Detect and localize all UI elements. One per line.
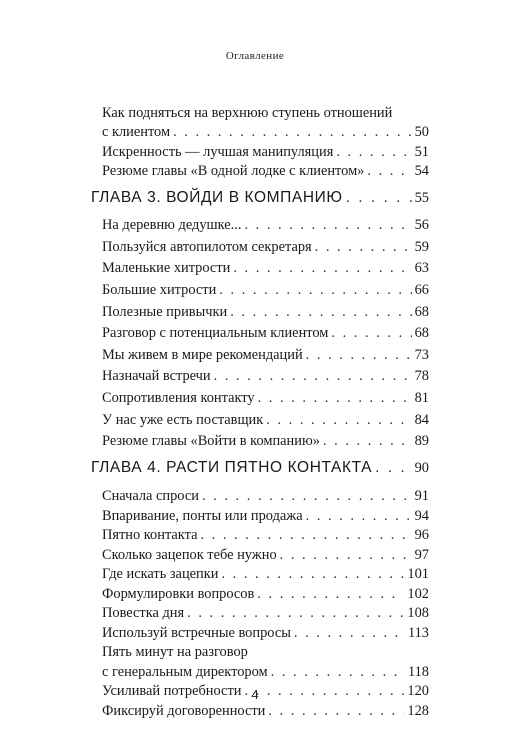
toc-entry[interactable] (102, 389, 429, 407)
toc-entry[interactable] (102, 324, 429, 342)
toc-entry[interactable] (102, 346, 429, 364)
dot-leader (266, 411, 411, 429)
dot-leader (306, 507, 412, 525)
toc-entry-page: 63 (414, 260, 429, 276)
toc-entry-page: 108 (407, 605, 429, 621)
toc-entry-title: с генеральным директором (102, 663, 268, 680)
toc-entry[interactable] (102, 238, 429, 256)
toc-entry[interactable] (102, 702, 429, 720)
toc-entry-title: Усиливай потребности (102, 683, 242, 699)
running-head: Оглавление (225, 50, 285, 62)
dot-leader (280, 546, 412, 564)
toc-entry-title: Фиксируй договоренности (102, 702, 266, 719)
toc-entry-page: 66 (414, 282, 429, 298)
toc-entry-page: 101 (407, 566, 429, 582)
toc-entry-title: Резюме главы «Войти в компанию» (102, 433, 320, 449)
dot-leader (323, 432, 412, 450)
toc-entry-title: с клиентом (102, 124, 171, 140)
toc-entry[interactable] (102, 143, 429, 161)
dot-leader (375, 459, 412, 477)
dot-leader (173, 123, 412, 141)
toc-entry-page: 120 (407, 683, 429, 699)
toc-entry-title: Пять минут на разговор (102, 644, 248, 660)
dot-leader (244, 682, 404, 700)
dot-leader (233, 259, 411, 277)
toc-chapter-3[interactable] (91, 189, 429, 207)
toc-entry-page: 94 (414, 507, 429, 524)
dot-leader (315, 238, 412, 256)
toc-entry-title: Повестка дня (102, 605, 185, 621)
dot-leader (331, 324, 411, 342)
dot-leader (230, 303, 411, 321)
dot-leader (336, 143, 411, 161)
toc-entry[interactable] (102, 216, 429, 234)
toc-entry-page: 78 (414, 368, 429, 384)
chapter-title: ГЛАВА 4. РАСТИ ПЯТНО КОНТАКТА (91, 459, 373, 476)
chapter-page: 90 (414, 460, 429, 476)
toc-entry-page: 54 (414, 163, 429, 179)
dot-leader (187, 604, 404, 622)
toc-entry[interactable] (102, 526, 429, 544)
toc-entry-title: У нас уже есть поставщик (102, 412, 264, 428)
dot-leader (257, 585, 404, 603)
toc-entry-title: Назначай встречи (102, 368, 211, 384)
toc-entry-page: 51 (414, 144, 429, 160)
toc-entry[interactable] (102, 259, 429, 277)
toc-entry[interactable] (102, 546, 429, 564)
toc-entry-title: Искренность — лучшая манипуляция (102, 144, 334, 160)
toc-entry-page: 102 (407, 585, 429, 602)
toc-entry-page: 96 (414, 527, 429, 543)
page-number: 4 (251, 687, 259, 702)
toc-entry[interactable] (102, 303, 429, 321)
dot-leader (258, 389, 412, 407)
toc-entry-title: Сопротивления контакту (102, 390, 255, 406)
toc-entry-title: Пятно контакта (102, 527, 198, 543)
dot-leader (306, 346, 412, 364)
toc-entry-page: 56 (414, 217, 429, 233)
toc-entry[interactable] (102, 585, 429, 603)
toc-entry[interactable] (102, 624, 429, 642)
dot-leader (219, 281, 411, 299)
dot-leader (221, 565, 404, 583)
toc-entry-title: Пользуйся автопилотом секретаря (102, 239, 312, 255)
toc-entry-title: Резюме главы «В одной лодке с клиентом» (102, 163, 365, 179)
toc-entry[interactable] (102, 411, 429, 429)
toc-entry-page: 68 (414, 325, 429, 341)
toc-entry-title: Сколько зацепок тебе нужно (102, 546, 277, 563)
toc-chapter-4[interactable] (91, 459, 429, 477)
chapter-page: 55 (414, 190, 429, 206)
dot-leader (271, 663, 405, 681)
toc-entry-page: 84 (414, 412, 429, 428)
toc-entry-title: Формулировки вопросов (102, 585, 255, 602)
toc-entry-title: Как подняться на верхнюю ступень отношений (102, 105, 393, 121)
dot-leader (268, 702, 404, 720)
toc-entry-page: 118 (407, 663, 429, 680)
toc-entry[interactable] (102, 123, 429, 141)
toc-entry-page: 59 (414, 239, 429, 255)
chapter-title: ГЛАВА 3. ВОЙДИ В КОМПАНИЮ (91, 189, 343, 206)
toc-entry-page: 73 (414, 347, 429, 363)
toc-entry-line (102, 104, 429, 122)
toc-entry-title: Используй встречные вопросы (102, 624, 291, 641)
toc-entry[interactable] (102, 281, 429, 299)
toc-entry-title: Мы живем в мире рекомендаций (102, 347, 303, 363)
toc-entry-page: 113 (407, 624, 429, 641)
dot-leader (367, 162, 411, 180)
toc-entry-title: Где искать зацепки (102, 566, 219, 582)
toc-entry-page: 81 (414, 390, 429, 406)
toc-entry-title: Большие хитрости (102, 282, 217, 298)
toc-entry-page: 89 (414, 433, 429, 449)
toc-entry[interactable] (102, 367, 429, 385)
toc-entry-title: Маленькие хитрости (102, 260, 231, 276)
toc-entry[interactable] (102, 487, 429, 505)
toc-entry[interactable] (102, 565, 429, 583)
toc-entry-page: 91 (414, 488, 429, 504)
toc-entry-title: Полезные привычки (102, 304, 228, 320)
dot-leader (294, 624, 405, 642)
dot-leader (214, 367, 412, 385)
dot-leader (244, 216, 411, 234)
dot-leader (200, 526, 411, 544)
toc-entry-page: 68 (414, 304, 429, 320)
toc-entry[interactable] (102, 604, 429, 622)
toc-entry[interactable] (102, 507, 429, 525)
dot-leader (202, 487, 412, 505)
toc-entry-title: Сначала спроси (102, 488, 199, 504)
dot-leader (346, 189, 412, 207)
toc-entry-line (102, 643, 429, 661)
toc-entry-page: 128 (407, 702, 429, 719)
toc-entry[interactable] (102, 162, 429, 180)
toc-entry-page: 97 (414, 546, 429, 563)
toc-entry-page: 50 (414, 124, 429, 140)
toc-entry-title: Разговор с потенциальным клиентом (102, 325, 329, 341)
toc-entry[interactable] (102, 682, 429, 700)
toc-entry[interactable] (102, 432, 429, 450)
toc-entry-title: На деревню дедушке... (102, 217, 242, 233)
toc-entry[interactable] (102, 663, 429, 681)
toc-entry-title: Впаривание, понты или продажа (102, 507, 303, 524)
